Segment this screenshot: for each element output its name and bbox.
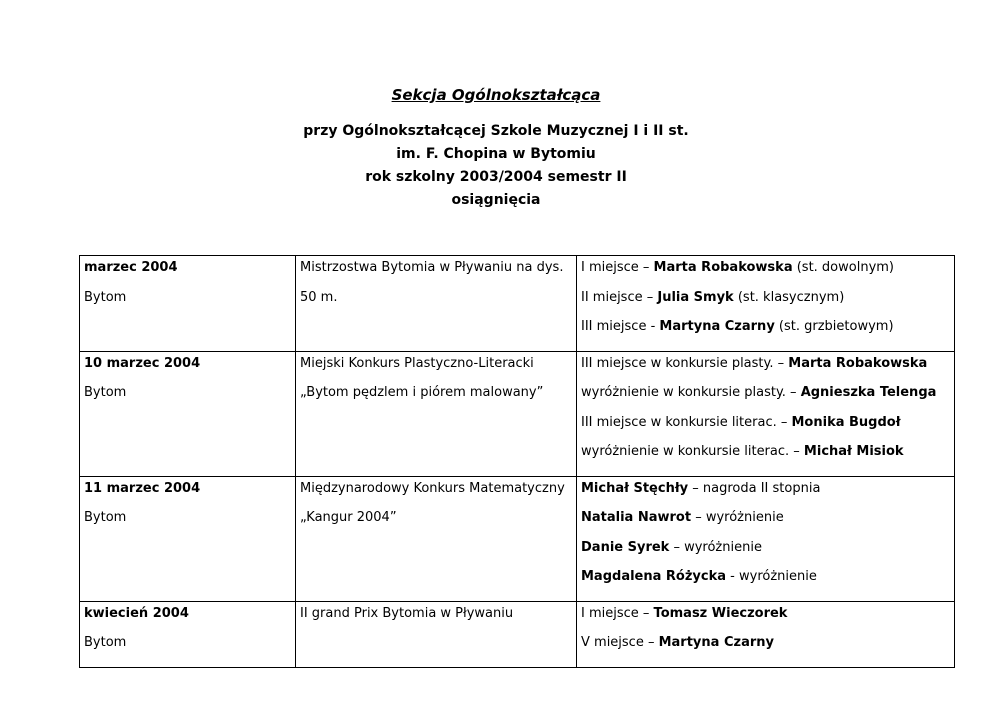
- student-name: Marta Robakowska: [653, 260, 793, 275]
- student-name: Agnieszka Telenga: [800, 385, 937, 400]
- event-name-line: Mistrzostwa Bytomia w Pływaniu na dys.: [300, 260, 564, 275]
- event-name-line: „Kangur 2004”: [300, 510, 397, 525]
- result-line: [581, 508, 950, 538]
- result-prefix: V miejsce –: [581, 635, 659, 650]
- student-name: Monika Bugdoł: [791, 414, 901, 430]
- event-date: kwiecień 2004: [84, 605, 189, 621]
- student-name: Danie Syrek: [581, 539, 670, 555]
- student-name: Magdalena Różycka: [581, 569, 727, 584]
- event-name-line: Międzynarodowy Konkurs Matematyczny: [300, 480, 565, 496]
- event-date: 10 marzec 2004: [84, 355, 201, 371]
- table-row: [80, 601, 955, 667]
- student-name: Michał Misiok: [803, 444, 904, 459]
- event-cell: [296, 476, 577, 601]
- date-place-cell: [80, 601, 296, 667]
- results-cell: [577, 351, 955, 476]
- result-suffix: (st. klasycznym): [733, 289, 845, 305]
- student-name: Julia Smyk: [657, 289, 734, 305]
- event-cell: [296, 256, 577, 352]
- result-suffix: – wyróżnienie: [691, 510, 784, 525]
- event-name-line: „Bytom pędzlem i piórem malowany”: [300, 385, 544, 400]
- result-line: [581, 633, 950, 663]
- result-suffix: – nagroda II stopnia: [688, 480, 821, 496]
- date-place-cell: [80, 351, 296, 476]
- result-prefix: wyróżnienie w konkursie plasty. –: [581, 385, 801, 400]
- event-place: Bytom: [84, 385, 127, 400]
- result-suffix: (st. dowolnym): [792, 260, 895, 275]
- table-row: [80, 351, 955, 476]
- result-line: [581, 413, 950, 443]
- result-line: [581, 258, 950, 288]
- event-name-line: Miejski Konkurs Plastyczno-Literacki: [300, 355, 534, 371]
- event-name-line: II grand Prix Bytomia w Pływaniu: [300, 605, 514, 621]
- event-place: Bytom: [84, 510, 127, 525]
- result-line: [581, 604, 950, 634]
- result-suffix: - wyróżnienie: [726, 569, 817, 584]
- student-name: Michał Stęchły: [581, 480, 689, 496]
- event-place: Bytom: [84, 635, 127, 650]
- result-prefix: I miejsce –: [581, 260, 654, 275]
- subtitle-line-school: przy Ogólnokształcącej Szkole Muzycznej I i II st.: [303, 123, 689, 139]
- result-line: [581, 479, 950, 509]
- table-row: [80, 476, 955, 601]
- table-row: [80, 256, 955, 352]
- result-prefix: III miejsce w konkursie literac. –: [581, 414, 792, 430]
- event-date: 11 marzec 2004: [84, 480, 201, 496]
- subtitle-line-patron: im. F. Chopina w Bytomiu: [396, 146, 596, 162]
- date-place-cell: [80, 476, 296, 601]
- result-line: [581, 354, 950, 384]
- student-name: Martyna Czarny: [659, 319, 775, 334]
- results-cell: [577, 601, 955, 667]
- date-place-cell: [80, 256, 296, 352]
- event-date: marzec 2004: [84, 260, 178, 275]
- event-cell: [296, 601, 577, 667]
- result-prefix: II miejsce –: [581, 289, 658, 305]
- result-prefix: wyróżnienie w konkursie literac. –: [581, 444, 804, 459]
- student-name: Martyna Czarny: [658, 635, 774, 650]
- event-name-line: 50 m.: [300, 289, 338, 305]
- result-prefix: III miejsce -: [581, 319, 660, 334]
- result-prefix: III miejsce w konkursie plasty. –: [581, 355, 789, 371]
- event-place: Bytom: [84, 289, 127, 305]
- results-cell: [577, 476, 955, 601]
- document-title: Sekcja Ogólnokształcąca: [391, 86, 601, 104]
- result-line: [581, 288, 950, 318]
- result-line: [581, 442, 950, 472]
- result-line: [581, 538, 950, 568]
- student-name: Marta Robakowska: [788, 355, 928, 371]
- subtitle-line-school-year: rok szkolny 2003/2004 semestr II: [365, 169, 627, 185]
- event-cell: [296, 351, 577, 476]
- student-name: Tomasz Wieczorek: [653, 605, 788, 621]
- results-cell: [577, 256, 955, 352]
- result-suffix: (st. grzbietowym): [774, 319, 894, 334]
- result-line: [581, 383, 950, 413]
- result-prefix: I miejsce –: [581, 605, 654, 621]
- document-subtitle: [0, 120, 992, 212]
- subtitle-line-achievements: osiągnięcia: [451, 192, 541, 208]
- result-suffix: – wyróżnienie: [669, 539, 762, 555]
- achievements-table: [79, 255, 955, 668]
- student-name: Natalia Nawrot: [581, 510, 692, 525]
- result-line: [581, 317, 950, 347]
- result-line: [581, 567, 950, 597]
